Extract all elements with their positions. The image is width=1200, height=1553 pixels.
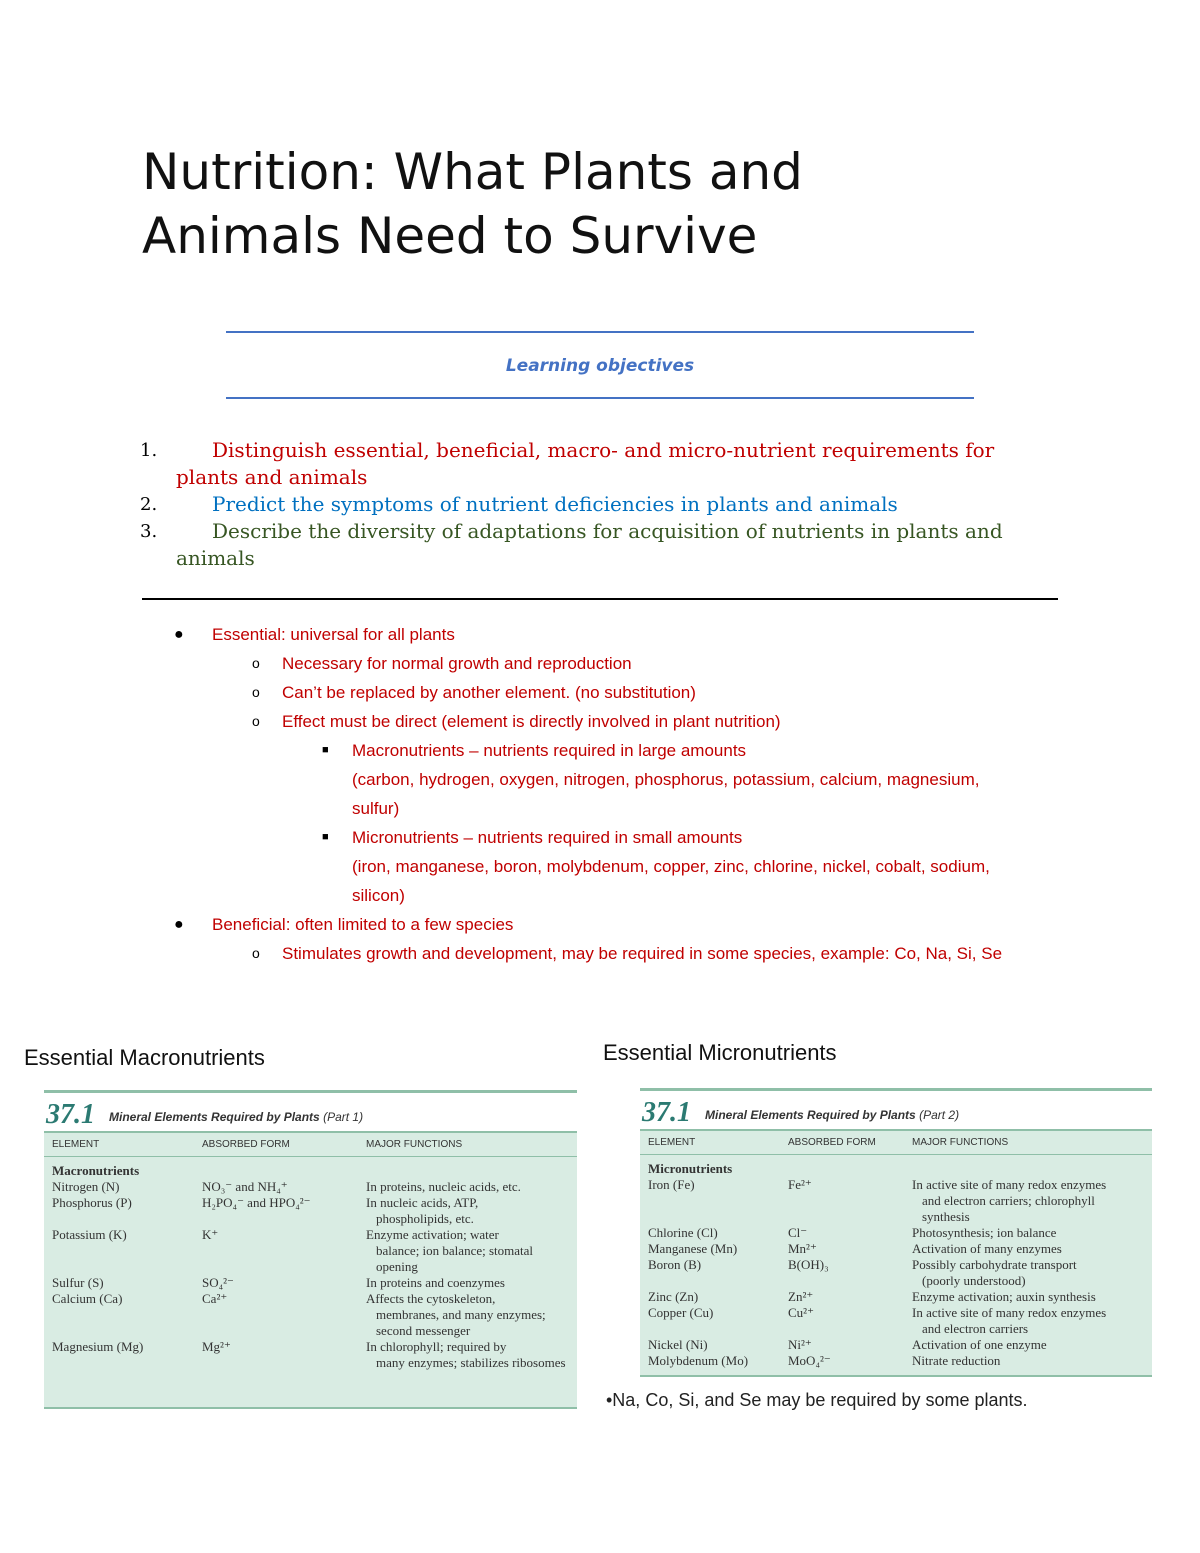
cell-absorbed-form: MoO₄²⁻ bbox=[788, 1353, 831, 1368]
cell-absorbed-form: Cl⁻ bbox=[788, 1225, 808, 1240]
square-bullet-icon: ■ bbox=[322, 831, 329, 843]
cell-element: Chlorine (Cl) bbox=[648, 1225, 718, 1240]
table-caption: Mineral Elements Required by Plants (Part 2) bbox=[705, 1108, 960, 1122]
cell-major-functions: Affects the cytoskeleton, membranes, and many enzymes; second messenger bbox=[366, 1291, 546, 1338]
cell-major-functions: Activation of many enzymes bbox=[912, 1241, 1062, 1256]
cell-major-functions: In active site of many redox enzymes and electron carriers bbox=[912, 1305, 1107, 1336]
table-row bbox=[648, 1225, 1152, 1241]
micronutrients-heading: Essential Micronutrients bbox=[603, 1040, 837, 1065]
table-header bbox=[640, 1091, 1152, 1129]
table-group-label: Micronutrients bbox=[648, 1161, 733, 1176]
cell-element: Magnesium (Mg) bbox=[52, 1339, 144, 1354]
cell-element: Manganese (Mn) bbox=[648, 1241, 738, 1256]
cell-absorbed-form: Mg²⁺ bbox=[202, 1339, 231, 1354]
list-item: ■ Macronutrients – nutrients required in large amounts (carbon, hydrogen, oxygen, nitrogen, phosphorus, potassium, calcium, magnesium, sulfur) bbox=[174, 736, 1074, 823]
table-row bbox=[648, 1305, 1152, 1337]
objective-item bbox=[140, 437, 1040, 491]
list-item: ● Beneficial: often limited to a few species bbox=[174, 910, 1074, 939]
objective-item bbox=[140, 518, 1040, 572]
table-row bbox=[52, 1195, 577, 1227]
cell-element: Phosphorus (P) bbox=[52, 1195, 132, 1210]
table-number: 37.1 bbox=[642, 1097, 691, 1128]
list-item: o Necessary for normal growth and reproduction bbox=[174, 649, 1074, 678]
cell-major-functions: In active site of many redox enzymes and electron carriers; chlorophyll synthesis bbox=[912, 1177, 1107, 1224]
cell-absorbed-form: Cu²⁺ bbox=[788, 1305, 814, 1320]
table-row bbox=[52, 1179, 577, 1195]
cell-element: Copper (Cu) bbox=[648, 1305, 714, 1320]
table-column-headers: ELEMENT ABSORBED FORM MAJOR FUNCTIONS bbox=[44, 1131, 577, 1157]
section-divider bbox=[142, 598, 1058, 600]
table-row bbox=[648, 1337, 1152, 1353]
cell-major-functions: In proteins, nucleic acids, etc. bbox=[366, 1179, 521, 1194]
table-row bbox=[52, 1275, 577, 1291]
cell-absorbed-form: Mn²⁺ bbox=[788, 1241, 817, 1256]
macronutrients-table bbox=[44, 1090, 577, 1409]
table-body bbox=[44, 1157, 577, 1379]
cell-absorbed-form: Ni²⁺ bbox=[788, 1337, 812, 1352]
notes-list bbox=[174, 620, 1074, 968]
table-number: 37.1 bbox=[46, 1099, 95, 1130]
cell-element: Sulfur (S) bbox=[52, 1275, 104, 1290]
circle-bullet-icon: o bbox=[252, 684, 260, 700]
cell-absorbed-form: H₂PO₄⁻ and HPO₄²⁻ bbox=[202, 1195, 311, 1210]
objective-number: 3. bbox=[140, 521, 158, 542]
square-bullet-icon: ■ bbox=[322, 744, 329, 756]
objective-number: 2. bbox=[140, 494, 158, 515]
table-row bbox=[648, 1241, 1152, 1257]
circle-bullet-icon: o bbox=[252, 713, 260, 729]
cell-major-functions: In nucleic acids, ATP, phospholipids, etc. bbox=[366, 1195, 479, 1226]
objective-number: 1. bbox=[140, 440, 158, 461]
objective-text: Predict the symptoms of nutrient deficiencies in plants and animals bbox=[212, 492, 898, 516]
table-row bbox=[52, 1291, 577, 1339]
cell-major-functions: Activation of one enzyme bbox=[912, 1337, 1047, 1352]
table-header bbox=[44, 1093, 577, 1131]
cell-absorbed-form: Ca²⁺ bbox=[202, 1291, 228, 1306]
cell-absorbed-form: NO₃⁻ and NH₄⁺ bbox=[202, 1179, 288, 1194]
cell-element: Molybdenum (Mo) bbox=[648, 1353, 749, 1368]
objective-text: Distinguish essential, beneficial, macro- and micro-nutrient requirements for plants and animals bbox=[176, 438, 995, 489]
cell-major-functions: Enzyme activation; water balance; ion balance; stomatal opening bbox=[366, 1227, 534, 1274]
list-item: o Can’t be replaced by another element. (no substitution) bbox=[174, 678, 1074, 707]
cell-element: Nitrogen (N) bbox=[52, 1179, 120, 1194]
bullet-icon: ● bbox=[174, 626, 184, 643]
cell-major-functions: In chlorophyll; required by many enzymes; stabilizes ribosomes bbox=[366, 1339, 566, 1370]
cell-absorbed-form: K⁺ bbox=[202, 1227, 219, 1242]
table-row bbox=[648, 1257, 1152, 1289]
table-row bbox=[648, 1353, 1152, 1369]
cell-element: Boron (B) bbox=[648, 1257, 702, 1272]
list-item: ● Essential: universal for all plants bbox=[174, 620, 1074, 649]
cell-element: Nickel (Ni) bbox=[648, 1337, 708, 1352]
cell-element: Iron (Fe) bbox=[648, 1177, 695, 1192]
cell-major-functions: In proteins and coenzymes bbox=[366, 1275, 505, 1290]
cell-absorbed-form: B(OH)₃ bbox=[788, 1257, 829, 1272]
circle-bullet-icon: o bbox=[252, 655, 260, 671]
cell-element: Zinc (Zn) bbox=[648, 1289, 699, 1304]
list-item: ■ Micronutrients – nutrients required in small amounts (iron, manganese, boron, molybdenum, copper, zinc, chlorine, nickel, cobalt, sodium, silicon) bbox=[174, 823, 1074, 910]
list-item: o Effect must be direct (element is directly involved in plant nutrition) bbox=[174, 707, 1074, 736]
cell-element: Calcium (Ca) bbox=[52, 1291, 123, 1306]
objective-text: Describe the diversity of adaptations for acquisition of nutrients in plants and animals bbox=[176, 519, 1003, 570]
cell-absorbed-form: SO₄²⁻ bbox=[202, 1275, 234, 1290]
bullet-icon: ● bbox=[174, 916, 184, 933]
circle-bullet-icon: o bbox=[252, 945, 260, 961]
cell-major-functions: Photosynthesis; ion balance bbox=[912, 1225, 1057, 1240]
micronutrients-table bbox=[640, 1088, 1152, 1377]
objectives-heading: Learning objectives bbox=[505, 356, 695, 376]
cell-absorbed-form: Fe²⁺ bbox=[788, 1177, 812, 1192]
table-row bbox=[52, 1339, 577, 1371]
table-row bbox=[648, 1177, 1152, 1225]
cell-major-functions: Enzyme activation; auxin synthesis bbox=[912, 1289, 1096, 1304]
table-row bbox=[52, 1227, 577, 1275]
table-column-headers: ELEMENT ABSORBED FORM MAJOR FUNCTIONS bbox=[640, 1129, 1152, 1155]
table-body bbox=[640, 1155, 1152, 1377]
footnote: •Na, Co, Si, and Se may be required by some plants. bbox=[606, 1390, 1028, 1410]
objectives-bottom-rule bbox=[226, 397, 974, 399]
cell-absorbed-form: Zn²⁺ bbox=[788, 1289, 814, 1304]
list-item: o Stimulates growth and development, may be required in some species, example: Co, Na, Si, Se bbox=[174, 939, 1074, 968]
objectives-top-rule bbox=[226, 331, 974, 333]
objectives-list bbox=[140, 437, 1040, 572]
table-group-label: Macronutrients bbox=[52, 1163, 140, 1178]
objective-item bbox=[140, 491, 1040, 518]
page-title: Nutrition: What Plants and Animals Need to Survive bbox=[142, 143, 803, 265]
cell-major-functions: Possibly carbohydrate transport (poorly understood) bbox=[912, 1257, 1077, 1288]
table-caption: Mineral Elements Required by Plants (Part 1) bbox=[109, 1110, 364, 1124]
cell-major-functions: Nitrate reduction bbox=[912, 1353, 1001, 1368]
table-row bbox=[648, 1289, 1152, 1305]
macronutrients-heading: Essential Macronutrients bbox=[24, 1045, 265, 1070]
cell-element: Potassium (K) bbox=[52, 1227, 127, 1242]
